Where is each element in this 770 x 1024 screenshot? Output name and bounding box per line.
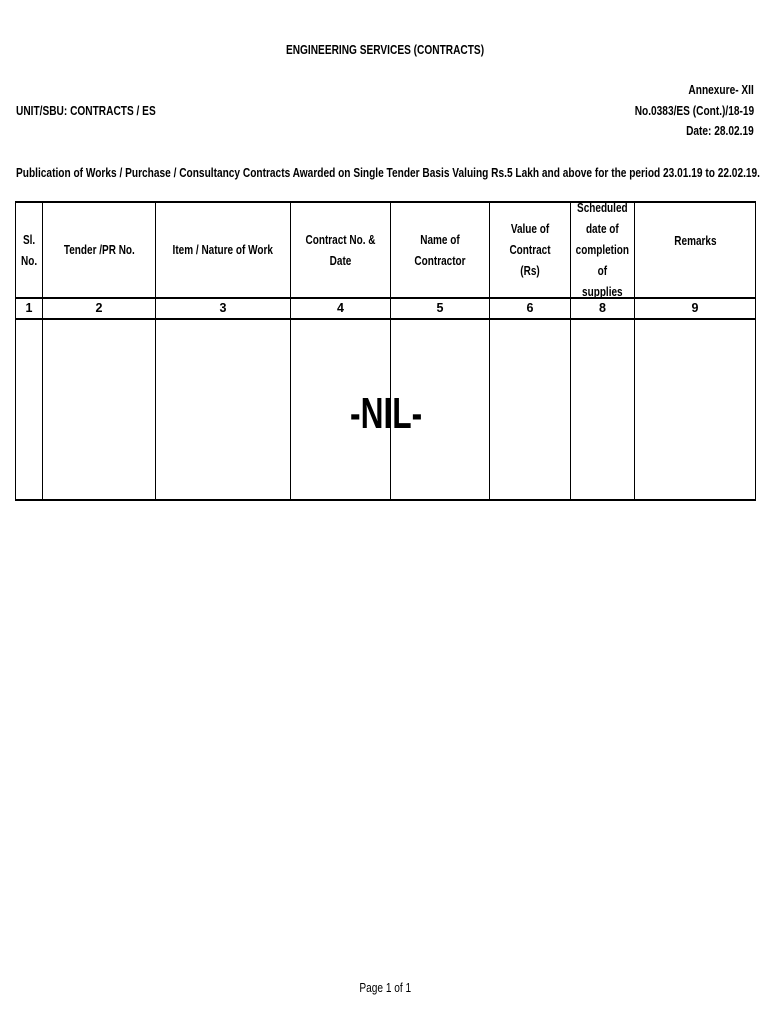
column-number: 6 [526, 301, 534, 315]
document-date [667, 123, 754, 138]
contracts-table [15, 201, 756, 501]
reference-number-text: No.0383/ES (Cont.)/18-19 [634, 103, 754, 118]
page-number [0, 980, 770, 995]
header-item-nature: Item / Nature of Work [172, 243, 274, 257]
publication-statement [16, 165, 770, 180]
header-tender-pr-no: Tender /PR No. [63, 243, 135, 257]
publication-text: Publication of Works / Purchase / Consultancy Contracts Awarded on Single Tender Basis Valuing Rs.5 Lakh and above for the period 23.01.19 to 22.02.19. [16, 165, 760, 180]
annexure-label [670, 82, 754, 97]
number-row-divider [16, 318, 755, 320]
column-number: 8 [599, 301, 606, 315]
header-scheduled-date: Scheduled date of completion of supplies [575, 201, 630, 299]
column-number: 4 [337, 301, 344, 315]
annexure-text: Annexure- XII [688, 82, 754, 97]
reference-number [601, 103, 754, 118]
page-number-text: Page 1 of 1 [359, 980, 411, 995]
nil-entry-text: -NIL- [350, 389, 423, 438]
header-contract-value: Value of Contract (Rs) [509, 222, 551, 278]
header-sl-no: Sl. No. [20, 232, 38, 268]
column-number: 1 [25, 301, 33, 315]
nil-entry [16, 389, 757, 439]
column-number: 2 [95, 301, 103, 315]
column-number: 9 [691, 301, 699, 315]
document-date-text: Date: 28.02.19 [686, 123, 754, 138]
header-contract-no-date: Contract No. & Date [305, 232, 376, 268]
unit-sbu-label [16, 103, 195, 118]
header-remarks: Remarks [673, 234, 717, 248]
unit-sbu-text: UNIT/SBU: CONTRACTS / ES [16, 103, 156, 118]
header-contractor-name: Name of Contractor [414, 232, 466, 268]
document-title [0, 42, 770, 57]
document-title-text: ENGINEERING SERVICES (CONTRACTS) [285, 42, 485, 57]
column-number: 5 [436, 301, 444, 315]
column-number: 3 [219, 301, 227, 315]
